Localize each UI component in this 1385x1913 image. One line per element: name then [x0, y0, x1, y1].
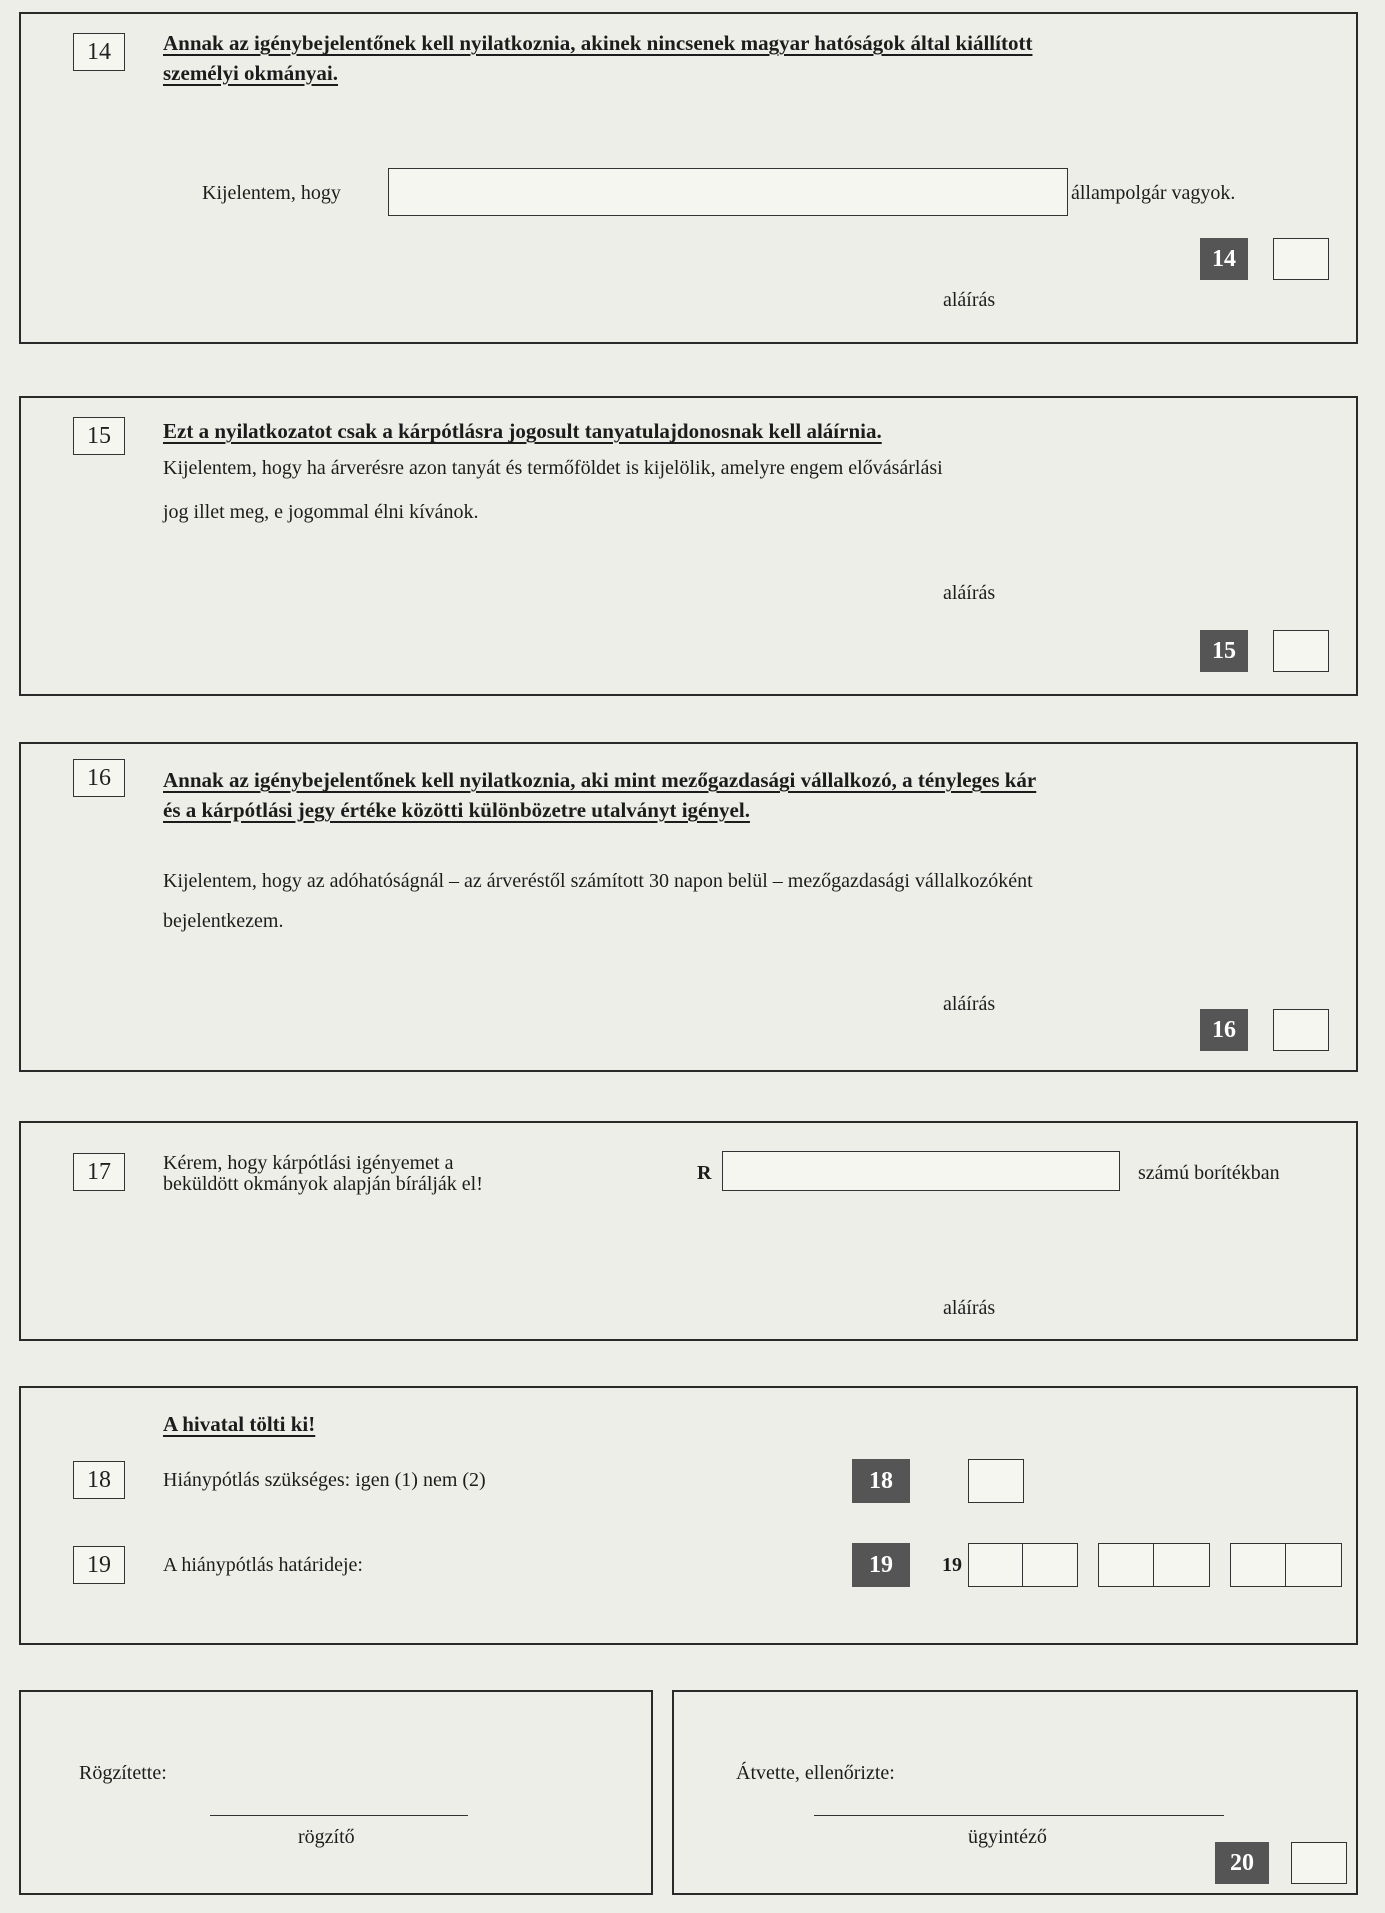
code-box-19: 19 — [852, 1543, 910, 1587]
section-14 — [19, 12, 1358, 344]
recorded-by-box — [19, 1690, 653, 1895]
signature-label-14: aláírás — [943, 289, 996, 311]
code-input-14[interactable] — [1273, 238, 1329, 280]
statement-prefix: Kijelentem, hogy — [202, 182, 341, 204]
recorder-signature-line[interactable] — [210, 1815, 468, 1816]
section-17-text-2: beküldött okmányok alapján bírálják el! — [163, 1173, 483, 1195]
row-18-label: Hiánypótlás szükséges: igen (1) nem (2) — [163, 1469, 486, 1491]
section-number-14: 14 — [73, 33, 125, 71]
section-16 — [19, 742, 1358, 1072]
year-prefix: 19 — [942, 1554, 962, 1576]
code-box-14: 14 — [1200, 238, 1248, 280]
section-14-heading-line2: személyi okmányai. — [163, 60, 338, 85]
section-number-17: 17 — [73, 1153, 125, 1191]
section-number-16: 16 — [73, 759, 125, 797]
official-label: ügyintéző — [968, 1826, 1047, 1848]
section-16-statement-2: bejelentkezem. — [163, 910, 284, 932]
section-14-heading-line1: Annak az igénybejelentőnek kell nyilatkoznia, akinek nincsenek magyar hatóságok által kiállított — [163, 31, 1033, 55]
signature-label-16: aláírás — [943, 993, 996, 1015]
section-number-18: 18 — [73, 1461, 125, 1499]
recorder-label: rögzítő — [298, 1826, 355, 1848]
section-number-15: 15 — [73, 417, 125, 455]
statement-suffix: állampolgár vagyok. — [1071, 182, 1236, 204]
deadline-day-input[interactable] — [1230, 1543, 1342, 1587]
office-heading-text: A hivatal tölti ki! — [163, 1412, 316, 1436]
checked-by-box — [672, 1690, 1358, 1895]
code-box-18: 18 — [852, 1459, 910, 1503]
office-section — [19, 1386, 1358, 1645]
section-14-heading — [163, 29, 1313, 89]
code-box-15: 15 — [1200, 630, 1248, 672]
row-19-label: A hiánypótlás határideje: — [163, 1554, 363, 1576]
envelope-suffix: számú borítékban — [1138, 1162, 1280, 1184]
section-17-text-1: Kérem, hogy kárpótlási igényemet a — [163, 1152, 454, 1174]
month-divider — [1153, 1544, 1154, 1586]
day-divider — [1285, 1544, 1286, 1586]
code-input-16[interactable] — [1273, 1009, 1329, 1051]
deadline-year-input[interactable] — [968, 1543, 1078, 1587]
section-number-19: 19 — [73, 1546, 125, 1584]
section-16-heading-line1: Annak az igénybejelentőnek kell nyilatkoznia, aki mint mezőgazdasági vállalkozó, a tényleges kár — [163, 768, 1037, 792]
section-15-heading-text: Ezt a nyilatkozatot csak a kárpótlásra jogosult tanyatulajdonosnak kell aláírnia. — [163, 419, 882, 443]
signature-label-15: aláírás — [943, 582, 996, 604]
year-divider — [1022, 1544, 1023, 1586]
section-16-heading-line2: és a kárpótlási jegy értéke közötti különbözetre utalványt igényel. — [163, 797, 750, 822]
section-17 — [19, 1121, 1358, 1341]
official-signature-line[interactable] — [814, 1815, 1224, 1816]
section-16-heading — [163, 766, 1333, 826]
envelope-number-input[interactable] — [722, 1151, 1120, 1191]
missing-docs-input[interactable] — [968, 1459, 1024, 1503]
section-15 — [19, 396, 1358, 696]
checked-by-label: Átvette, ellenőrizte: — [736, 1762, 895, 1784]
section-15-statement-1: Kijelentem, hogy ha árverésre azon tanyát és termőföldet is kijelölik, amelyre engem elővásárlási — [163, 457, 943, 479]
code-input-20[interactable] — [1291, 1842, 1347, 1884]
code-input-15[interactable] — [1273, 630, 1329, 672]
signature-label-17: aláírás — [943, 1297, 996, 1319]
citizenship-input[interactable] — [388, 168, 1068, 216]
office-heading — [163, 1410, 315, 1440]
code-box-20: 20 — [1215, 1842, 1269, 1884]
section-15-statement-2: jog illet meg, e jogommal élni kívánok. — [163, 501, 479, 523]
recorded-by-label: Rögzítette: — [79, 1762, 167, 1784]
deadline-month-input[interactable] — [1098, 1543, 1210, 1587]
envelope-prefix: R — [697, 1162, 712, 1184]
code-box-16: 16 — [1200, 1009, 1248, 1051]
section-16-statement-1: Kijelentem, hogy az adóhatóságnál – az árveréstől számított 30 napon belül – mezőgazdasági vállalkozóként — [163, 870, 1033, 892]
section-15-heading — [163, 417, 1313, 447]
